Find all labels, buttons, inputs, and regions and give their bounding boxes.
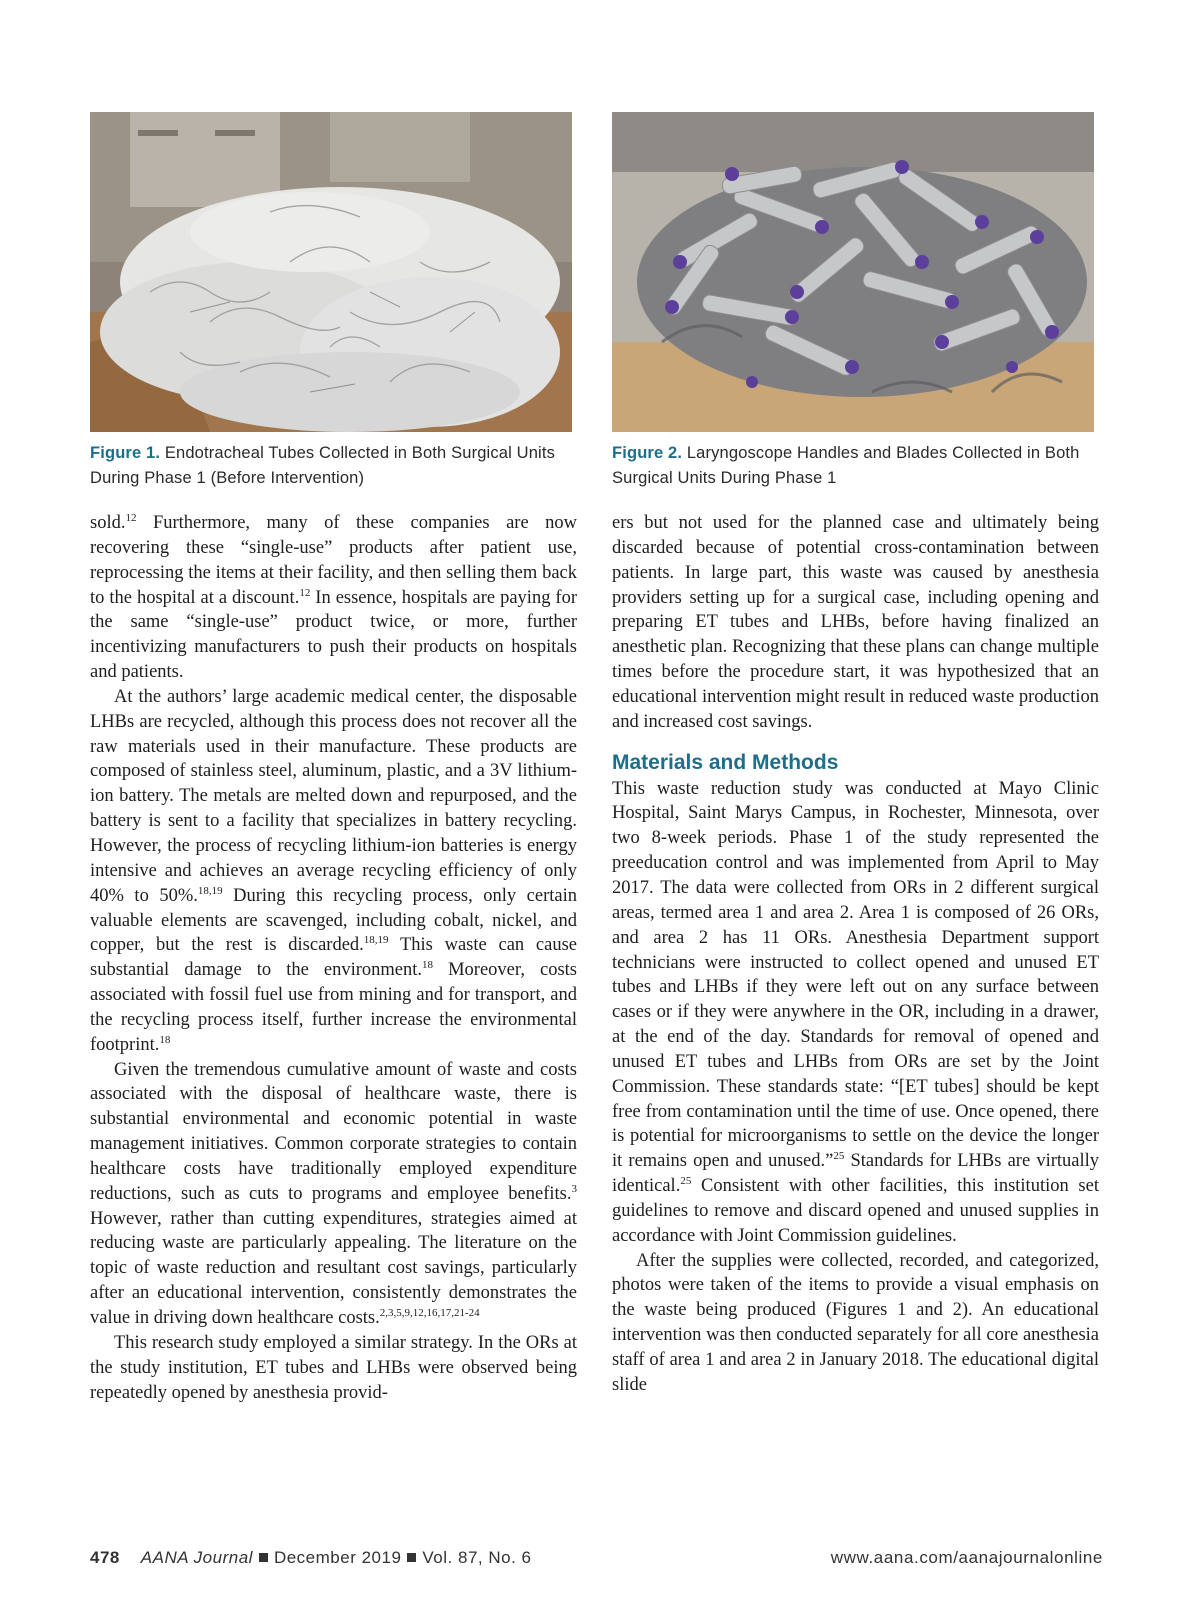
issue-date: December 2019	[273, 1548, 402, 1567]
figure-1-label: Figure 1.	[90, 444, 161, 462]
citation: 18	[159, 1033, 171, 1046]
paragraph: At the authors’ large academic medical center, the disposable LHBs are recycled, although this process does not recover all the raw materials used in their manufacture. These products are composed of stainless steel, aluminum, plastic, and a 3V lithium-ion battery. The metals are melted down and repurposed, and the battery is sent to a facility that specializes in battery recycling. However, the process of recycling lithium-ion batteries is energy intensive and achieves an average recycling efficiency of only 40% to 50%.$^{18,19}$ During this recycling process, only certain valuable elements are scavenged, including cobalt, nickel, and copper, but the rest is discarded.$^{18,19}$ This waste can cause substantial damage to the environment.$^{18}$ Moreover, costs associated with fossil fuel use from mining and for transport, and the recycling process itself, further increase the environmental footprint.$^{18}$	[90, 686, 578, 1055]
paragraph: sold.$^{12}$ Furthermore, many of these companies are now recovering these “single-use” products after patient use, reprocessing the items at their facility, and then selling them back to the hospital at a discount.$^{12}$ In essence, hospitals are paying for the same “single-use” product twice, or more, further incentivizing manufacturers to push their products on hospitals and patients.	[90, 512, 577, 683]
citation: 18	[422, 959, 434, 972]
figure-2-photo-laryngoscope-handles	[612, 112, 1094, 432]
figure-1-photo-endotracheal-tubes	[90, 112, 572, 432]
paragraph: This waste reduction study was conducted at Mayo Clinic Hospital, Saint Marys Campus, in Rochester, Minnesota, over two 8-week periods. Phase 1 of the study represented the preeducation control and was implemented from April to May 2017. The data were collected from ORs in 2 different surgical areas, termed area 1 and area 2. Area 1 is composed of 26 ORs, and area 2 has 11 ORs. Anesthesia Department support technicians were instructed to collect opened and unused ET tubes and LHBs if they were left out on any surface between cases or if they were anywhere in the OR, including in a drawer, at the end of the day. Standards for removal of opened and unused ET tubes and LHBs from ORs are set by the Joint Commission. These standards state: “[ET tubes] should be kept free from contamination until the time of use. Once opened, there is potential for microorganisms to settle on the device the longer it remains open and unused.”$^{25}$ Standards for LHBs are virtually identical.$^{25}$ Consistent with other facilities, this institution set guidelines to remove and discard opened and unused supplies in accordance with Joint Commission guidelines.	[612, 778, 1099, 1246]
figure-1-caption: Endotracheal Tubes Collected in Both Surgical Units During Phase 1 (Before Intervention)	[90, 444, 555, 487]
citation: 18,19	[363, 934, 389, 947]
paragraph: ers but not used for the planned case and ultimately being discarded because of potential cross-contamination between patients. In large part, this waste was caused by anesthesia providers setting up for a surgical case, including opening and preparing ET tubes and LHBs, before having finalized an anesthetic plan. Recognizing that these plans can change multiple times before the procedure start, it was hypothesized that an educational intervention might result in reduced waste production and increased cost savings.	[612, 513, 1099, 732]
citation: 18,19	[197, 884, 223, 897]
paragraph: This research study employed a similar strategy. In the ORs at the study institution, ET tubes and LHBs were observed being repeatedly opened by anesthesia provid-	[90, 1332, 577, 1403]
citation: 2,3,5,9,12,16,17,21-24	[379, 1307, 480, 1319]
page-number: 478	[90, 1548, 120, 1567]
figure-1	[90, 112, 572, 491]
figure-2-label: Figure 2.	[612, 444, 683, 462]
volume-issue: Vol. 87, No. 6	[422, 1548, 532, 1567]
citation: 25	[833, 1150, 845, 1163]
right-column	[612, 511, 1099, 1398]
page-footer	[90, 1548, 1103, 1574]
journal-name: AANA Journal	[140, 1548, 253, 1567]
figure-2-caption: Laryngoscope Handles and Blades Collected in Both Surgical Units During Phase 1	[612, 444, 1080, 487]
left-column	[90, 511, 577, 1405]
citation: 3	[571, 1182, 577, 1195]
citation: 25	[680, 1175, 692, 1188]
paragraph: Given the tremendous cumulative amount of waste and costs associated with the disposal of healthcare waste, there is substantial environmental and economic potential in waste management initiatives. Common corporate strategies to contain healthcare costs have traditionally employed expenditure reductions, such as cuts to programs and employee benefits.$^3$ However, rather than cutting expenditures, strategies aimed at reducing waste are particularly appealing. The literature on the topic of waste reduction and resultant cost savings, particularly after an educational intervention, consistently demonstrates the value in driving down healthcare costs.$^{2,3,5,9,12,16,17,21-24}$	[90, 1059, 577, 1328]
figure-2	[612, 112, 1094, 491]
section-heading: Materials and Methods	[612, 750, 839, 774]
journal-url-link[interactable]: www.aana.com/aanajournalonline	[830, 1548, 1103, 1567]
citation: 12	[125, 512, 137, 524]
separator-square-icon	[407, 1553, 416, 1562]
paragraph: After the supplies were collected, recorded, and categorized, photos were taken of the items to provide a visual emphasis on the waste being produced (Figures 1 and 2). An educational intervention was then conducted separately for all core anesthesia staff of area 1 and area 2 in January 2018. The educational digital slide	[612, 1250, 1099, 1395]
citation: 12	[299, 586, 311, 599]
separator-square-icon	[259, 1553, 268, 1562]
